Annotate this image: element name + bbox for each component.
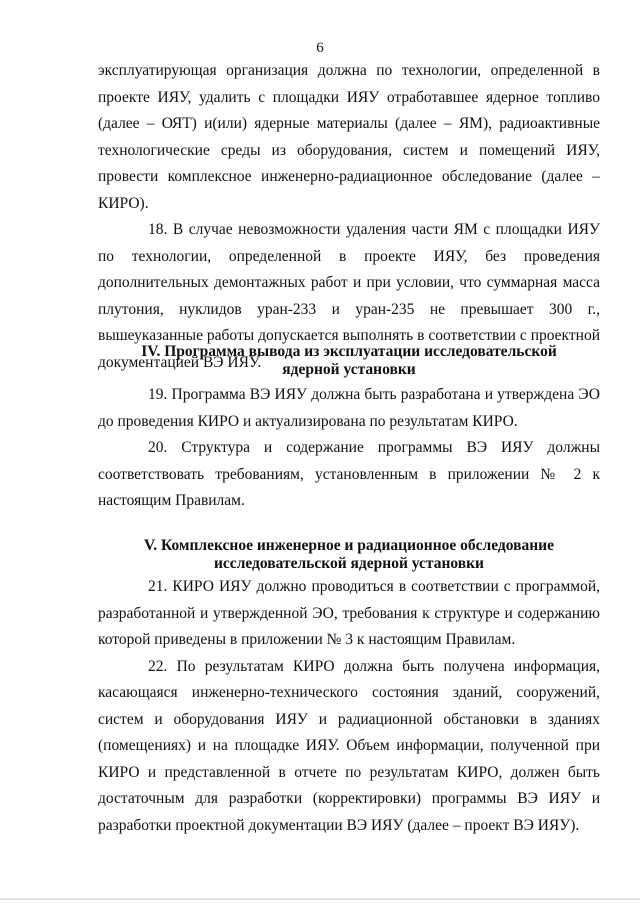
paragraph-22: 22. По результатам КИРО должна быть получена информация, касающаяся инженерно-технического состояния зданий, сооружений, систем и оборудования ИЯУ и радиационной обстановки в зданиях (помещениях) и на площадке ИЯУ. Объем информации, полученной при КИРО и представленной в отчете по результатам КИРО, должен быть достаточным для разработки (корректировки) программы ВЭ ИЯУ и разработки проектной документации ВЭ ИЯУ (далее – проект ВЭ ИЯУ).: [98, 657, 600, 834]
section-heading-4-line-1: IV. Программа вывода из эксплуатации исследовательской: [141, 343, 557, 360]
paragraph-20-rest: соответствовать требованиям, установленным в приложении № 2 к настоящим Правилам.: [98, 465, 600, 509]
paragraph-18: 18. В случае невозможности удаления части ЯМ с площадки ИЯУ по технологии, определенной в проекте ИЯУ, без проведения дополнительных демонтажных работ и при условии, что суммарная масса плутония, нуклидов уран-233 и уран-235 не превышает 300 г., вышеуказанные работы допускается выполнять в соответствии с проектной документацией ВЭ ИЯУ.: [98, 221, 600, 371]
text-block-section-4: [98, 382, 600, 515]
section-heading-4: [98, 343, 600, 379]
paragraph-20-first-line: 20. Структура и содержание программы ВЭ ИЯУ должны: [148, 439, 600, 456]
text-block-top: [98, 58, 600, 376]
page-bottom-edge: [0, 898, 640, 900]
paragraph-21: 21. КИРО ИЯУ должно проводиться в соответствии с программой, разработанной и утвержденной ЭО, требования к структуре и содержанию которой приведены в приложении № 3 к настоящим Правилам.: [98, 578, 600, 648]
section-heading-5: [98, 537, 600, 573]
section-heading-4-line-2: ядерной установки: [282, 361, 416, 378]
section-heading-5-line-1: V. Комплексное инженерное и радиационное обследование: [144, 537, 554, 554]
page-number: 6: [316, 40, 324, 56]
paragraph-19: 19. Программа ВЭ ИЯУ должна быть разработана и утверждена ЭО до проведения КИРО и актуализирована по результатам КИРО.: [98, 386, 600, 430]
paragraph-continuation: эксплуатирующая организация должна по технологии, определенной в проекте ИЯУ, удалить с площадки ИЯУ отработавшее ядерное топливо (далее – ОЯТ) и(или) ядерные материалы (далее – ЯМ), радиоактивные технологические среды из оборудования, систем и помещений ИЯУ, провести комплексное инженерно-радиационное обследование (далее – КИРО).: [98, 62, 600, 212]
section-heading-5-line-2: исследовательской ядерной установки: [214, 555, 484, 572]
text-block-section-5: [98, 574, 600, 839]
